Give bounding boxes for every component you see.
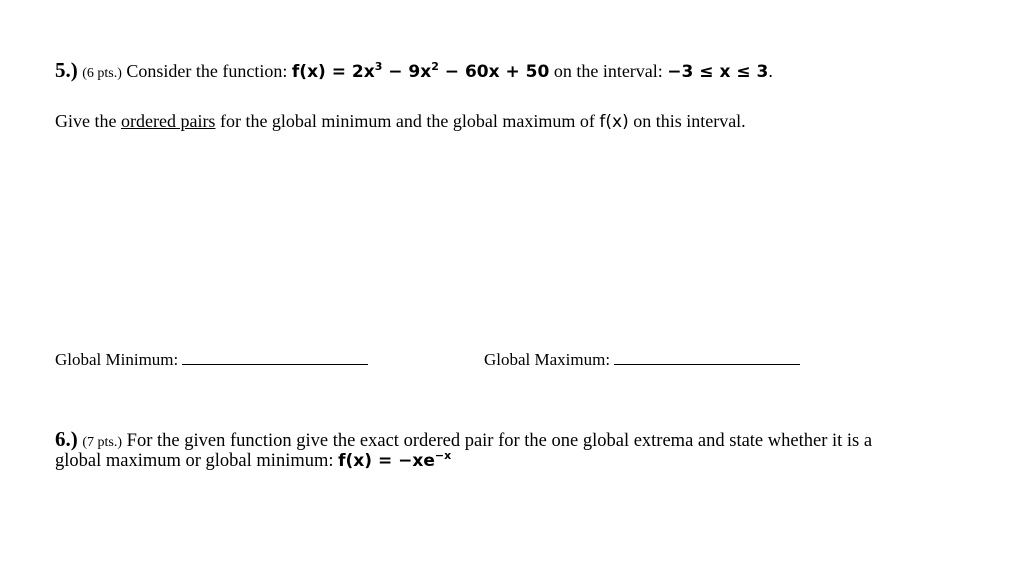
- q5-function-lhs: f(x) =: [291, 62, 352, 82]
- q5-term2: − 9x: [382, 62, 432, 82]
- q6-statement: [55, 427, 872, 452]
- q5-prompt-start: Give the: [55, 111, 117, 131]
- q6-function-lhs: f(x) = −xe: [338, 451, 435, 471]
- q6-function: [338, 451, 451, 471]
- q5-points: (6 pts.): [82, 66, 122, 81]
- q5-intro: Consider the function:: [126, 61, 288, 81]
- q5-statement: [55, 58, 773, 83]
- q5-interval-end: .: [768, 61, 773, 81]
- q5-prompt-mid: for the global minimum and the global maximum of: [219, 111, 595, 131]
- q5-term1: 2x: [351, 62, 375, 82]
- q5-prompt: [55, 111, 746, 132]
- q6-points: (7 pts.): [82, 435, 123, 450]
- q5-interval-intro: on the interval:: [553, 61, 663, 81]
- q6-number: 6.): [55, 427, 78, 451]
- global-min-label: Global Minimum:: [55, 350, 179, 369]
- q5-prompt-end: on this interval.: [633, 111, 746, 131]
- global-max-blank[interactable]: [614, 347, 800, 365]
- q5-prompt-underlined: ordered pairs: [120, 111, 216, 131]
- q6-function-exp: −x: [434, 449, 452, 462]
- q5-function: [292, 62, 549, 82]
- global-max-label: Global Maximum:: [484, 350, 611, 369]
- global-max-answer: [484, 347, 800, 370]
- q5-exp2: 2: [431, 60, 439, 73]
- global-min-answer: [55, 347, 368, 370]
- q5-number: 5.): [55, 58, 78, 82]
- q5-exp1: 3: [374, 60, 383, 73]
- q6-text2: global maximum or global minimum:: [55, 451, 334, 471]
- q6-statement-cont: [55, 451, 451, 472]
- q5-interval: −3 ≤ x ≤ 3: [667, 62, 769, 82]
- q5-prompt-fx: f(x): [599, 112, 629, 132]
- q5-term3: − 60x + 50: [438, 62, 550, 82]
- q6-text1: For the given function give the exact ordered pair for the one global extrema and state whether it is a: [126, 431, 873, 451]
- global-min-blank[interactable]: [182, 347, 368, 365]
